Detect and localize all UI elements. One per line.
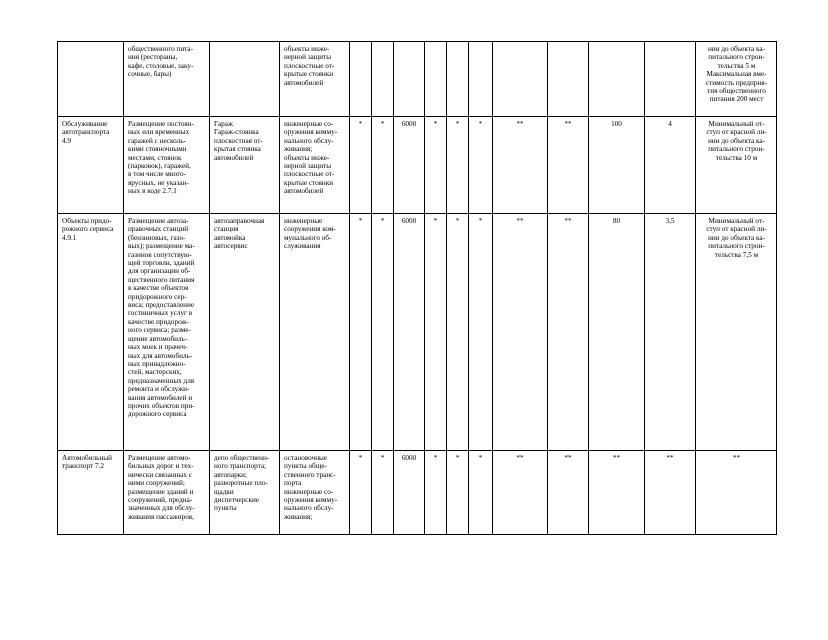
row-note-cell: нии до объекта ка- питального строи- тельства 5 м Максимальная вме- стимость предприя- тия общественного питания 200 мест (696, 42, 777, 117)
row-coverage-cell: 80 (589, 214, 645, 451)
row-param-5-cell: * (447, 214, 469, 451)
row-description-cell: Размещение автоза- правочных станций (бензиновых, газо- вых); размещение ма- газинов сопутствую- щей торговли, зданий для организации об- щественного питания в качестве объектов придорожного сер- виса; предоставление гостиничных услуг в качестве придорож- ного сервиса; разме- щение автомобиль- ных моек и прачеч- ных для автомобиль- ных принадлежно- стей, мастерских, предназначенных для ремонта и обслужи- вания автомобилей и прочих объектов при- дорожного сервиса (124, 214, 210, 451)
row-auxiliary-use-cell: инженерные сооружения ком- мунального об- служивания (280, 214, 350, 451)
row-coverage-cell (589, 42, 645, 117)
row-floors-cell: ** (645, 451, 696, 535)
row-param-7-cell (493, 42, 548, 117)
row-param-2-cell: * (372, 214, 394, 451)
row-param-4-cell (425, 42, 447, 117)
row-min-area-cell (394, 42, 425, 117)
row-conditional-use-cell: автозаправочная станция автомойка автосервис (210, 214, 280, 451)
row-auxiliary-use-cell: объекты инже- нерной защиты плоскостные от- крытые стоянки автомобилей (280, 42, 350, 117)
row-param-1-cell: * (350, 214, 372, 451)
table-row (58, 451, 777, 535)
row-auxiliary-use-cell: инженерные со- оружения комму- нального обслу- живания; объекты инже- нерной защиты плоскостные от- крытые стоянки автомобилей (280, 117, 350, 214)
row-param-4-cell: * (425, 451, 447, 535)
row-param-1-cell: * (350, 451, 372, 535)
land-use-regulations-table (57, 41, 777, 535)
row-param-1-cell: * (350, 117, 372, 214)
row-floors-cell: 3,5 (645, 214, 696, 451)
row-param-2-cell (372, 42, 394, 117)
row-param-8-cell (548, 42, 589, 117)
row-param-7-cell: ** (493, 214, 548, 451)
row-floors-cell: 4 (645, 117, 696, 214)
row-param-7-cell: ** (493, 451, 548, 535)
row-description-cell: Размещение постоян- ных или временных гаражей с несколь- кими стояночными местами, стоянок (парковок), гаражей, в том числе много- ярусных, не указан- ных в коде 2.7.1 (124, 117, 210, 214)
row-conditional-use-cell (210, 42, 280, 117)
row-name-cell: Объекты придо- рожного сервиса 4.9.1 (58, 214, 124, 451)
row-coverage-cell: ** (589, 451, 645, 535)
row-param-4-cell: * (425, 214, 447, 451)
row-param-7-cell: ** (493, 117, 548, 214)
row-param-8-cell: ** (548, 451, 589, 535)
row-param-1-cell (350, 42, 372, 117)
row-param-4-cell: * (425, 117, 447, 214)
row-conditional-use-cell: депо общественн- ного транспорта; автопарки; разворотные пло- щадки диспетчерские пункты (210, 451, 280, 535)
row-param-8-cell: ** (548, 214, 589, 451)
row-param-5-cell: * (447, 451, 469, 535)
row-param-6-cell (469, 42, 493, 117)
row-note-cell: ** (696, 451, 777, 535)
row-note-cell: Минимальный от- ступ от красной ли- нии до объекта ка- питального строи- тельства 7,5 м (696, 214, 777, 451)
row-min-area-cell: 6000 (394, 451, 425, 535)
row-description-cell: общественного пита- ния (рестораны, кафе, столовые, заку- сочные, бары) (124, 42, 210, 117)
row-param-6-cell: * (469, 214, 493, 451)
table-row (58, 117, 777, 214)
row-description-cell: Размещение автомо- бильных дорог и тех- нически связанных с ними сооружений; размещение зданий и сооружений, предна- значенных для обслу- живания пассажиров, (124, 451, 210, 535)
table-row (58, 214, 777, 451)
row-name-cell: Автомобильный транспорт 7.2 (58, 451, 124, 535)
row-conditional-use-cell: Гараж Гараж-стоянка плоскостная от- крытая стоянка автомобилей (210, 117, 280, 214)
row-floors-cell (645, 42, 696, 117)
row-min-area-cell: 6000 (394, 214, 425, 451)
row-param-6-cell: * (469, 117, 493, 214)
row-note-cell: Минимальный от- ступ от красной ли- нии до объекта ка- питального строи- тельства 10 м (696, 117, 777, 214)
row-auxiliary-use-cell: остановочные пункты обще- ственного транс- порта инженерные со- оружения комму- нального обслу- живания; (280, 451, 350, 535)
row-coverage-cell: 100 (589, 117, 645, 214)
row-param-5-cell: * (447, 117, 469, 214)
row-name-cell (58, 42, 124, 117)
row-param-6-cell: * (469, 451, 493, 535)
table-row (58, 42, 777, 117)
row-name-cell: Обслуживание автотранспорта 4.9 (58, 117, 124, 214)
row-param-5-cell (447, 42, 469, 117)
row-param-2-cell: * (372, 451, 394, 535)
row-param-2-cell: * (372, 117, 394, 214)
row-min-area-cell: 6000 (394, 117, 425, 214)
row-param-8-cell: ** (548, 117, 589, 214)
